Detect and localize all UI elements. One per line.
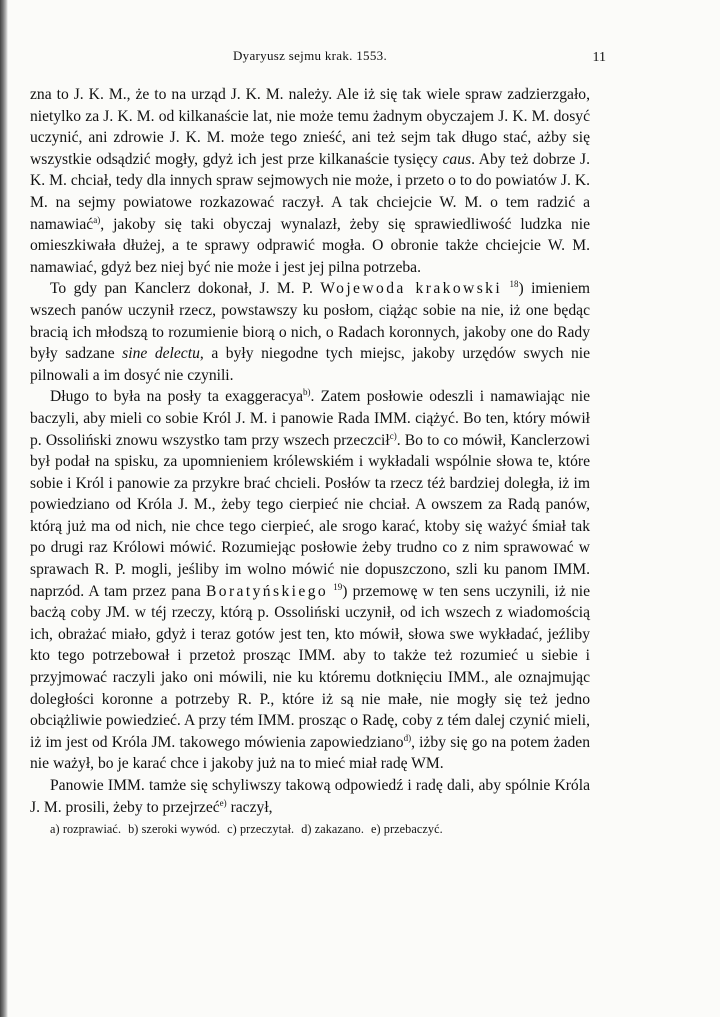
text-run: Panowie IMM. tamże się schyliwszy takową odpowiedź i radę dali, aby spólnie Króla J. M. prosili, żeby to przejrzeć	[30, 777, 590, 816]
footnote-marker: c)	[389, 430, 397, 441]
text-run: , jakoby się taki obyczaj wynalazł, żeby się sprawiedliwość ludzka nie omieszkiwała dłużej, a te sprawy odprawić mogła. O obronie także chciejcie W. M. namawiać, gdyż bez niej być nie może i jest jej pilna potrzeba.	[30, 215, 590, 276]
footnotes	[30, 822, 590, 837]
text-run: zna to J. K. M., że to na urząd J. K. M. należy. Ale iż się tak wiele spraw zadzierzgało, nietylko za J. K. M. od kilkanaście lat, nie może temu żadnym obyczajem J. K. M. dosyć uczynić, ani zdrowie J. K. M. może tego znieść, ani też sejm tak długo stać, ażby się wszystkie odsądzić mogły, gdyż ich jest prze kilkanaście tysięcy	[30, 86, 590, 168]
footnote-marker: b)	[303, 387, 311, 398]
italic-phrase: caus	[442, 150, 472, 168]
spaced-name: Boratyńskiego	[205, 582, 329, 600]
footnote-marker: e)	[219, 797, 227, 808]
text-run: , a były niegodne tych miejsc, jakoby urzędów swych nie pilnowali a im dosyć nie czynili.	[30, 345, 590, 384]
footnote: d) zakazano.	[301, 822, 364, 837]
text-run: . Aby też dobrze J. K. M. chciał, tedy dla innych spraw sejmowych nie może, i przeto o to do powiatów J. K. M. na sejmy powiatowe rozkazować raczył. A tak chciejcie W. M. o tem radzić a namawiać	[30, 150, 590, 233]
paragraph	[30, 775, 590, 818]
footnote-marker: 19	[333, 581, 343, 592]
text-run: Długo to była na posły ta exaggeracya	[50, 388, 304, 406]
running-title: Dyaryusz sejmu krak. 1553.	[232, 48, 388, 63]
text-run: raczył,	[226, 798, 273, 816]
paragraph	[30, 84, 590, 278]
text-run: ) imieniem wszech panów uczynił rzecz, powstawszy ku posłom, ciążąc sobie na nie, iż one będąc bracią ich młodszą to rozumienie biorą o nich, o Radach koronnych, jakoby one do Rady były sadzane	[30, 280, 590, 363]
text-run: . Zatem posłowie odeszli i namawiając nie baczyli, aby mieli co sobie Król J. M. i panowie Rada IMM. ciążyć. Bo ten, który mówił p. Ossoliński znowu wszystko tam przy wszech przeczcił	[30, 388, 590, 449]
text-run: ) przemowę w ten sens uczynili, iż nie bacżą coby JM. w téj rzeczy, którą p. Ossoliński uczynił, od ich wszech z wiadomością ich, obrażać miało, gdyż i teraz gotów jest ten, kto mówił, słowa swe wykładać, jeźliby kto tego potrzebował i przetoż prosząc IMM. aby to także też rozumieć u siebie i przyjmować raczyli jako oni mówili, nie ku któremu dotknięciu IMM., ale oznajmując doległości koronne a potrzeby R. P., które iż są nie małe, nie mogły się też jedno obciążliwie powiedzieć. A przy tém IMM. prosząc o Radę, coby z tém dalej czynić mieli, iż im jest od Króla JM. takowego mówienia zapowiedziano	[30, 582, 590, 751]
text-run: , iżby się go na potem żaden nie ważył, bo je karać chce i jakoby już na to mieć miał radę WM.	[30, 733, 590, 773]
footnote: a) rozprawiać.	[50, 822, 122, 837]
page-header	[30, 48, 606, 76]
footnote: c) przeczytał.	[227, 822, 295, 837]
text-run: . Bo to co mówił, Kanclerzowi był podał na spisku, za upomnieniem królewskiém i wykładali wspólnie słowa te, które sobie i Król i panowie za przykre brać chcieli. Posłów ta rzecz téż bardziej doległa, iż im powiedziano od Króla J. M., żeby tego cierpieć nie chciał. A owszem za Radą panów, którą już ma od nich, nie chce tego cierpieć, ale srogo karać, ktoby się ważyć śmiał tak po drugi raz Królowi mówić. Rozumiejąc posłowie żeby trudno co z nim sprawować w sprawach R. P. mogli, jeśliby im wolno mówić nie dopuszczono, szli ku panom IMM. naprzód. A tam przez pana	[30, 431, 590, 600]
body-text	[30, 84, 590, 818]
spaced-name: Wojewoda krakowski	[320, 280, 503, 298]
footnote-marker: a)	[93, 214, 101, 225]
document-page	[30, 48, 606, 837]
text-run: To gdy pan Kanclerz dokonał, J. M. P.	[50, 280, 321, 298]
text-run	[502, 280, 509, 297]
page-number: 11	[592, 50, 606, 65]
book-spine-shadow	[0, 0, 8, 1017]
footnote-marker: d)	[403, 732, 412, 743]
footnote: e) przebaczyć.	[370, 822, 443, 837]
paragraph	[30, 386, 590, 775]
footnote: b) szeroki wywód.	[128, 822, 221, 837]
italic-phrase: sine delectu	[122, 345, 200, 363]
footnote-marker: 18	[509, 279, 519, 290]
paragraph	[30, 278, 590, 386]
